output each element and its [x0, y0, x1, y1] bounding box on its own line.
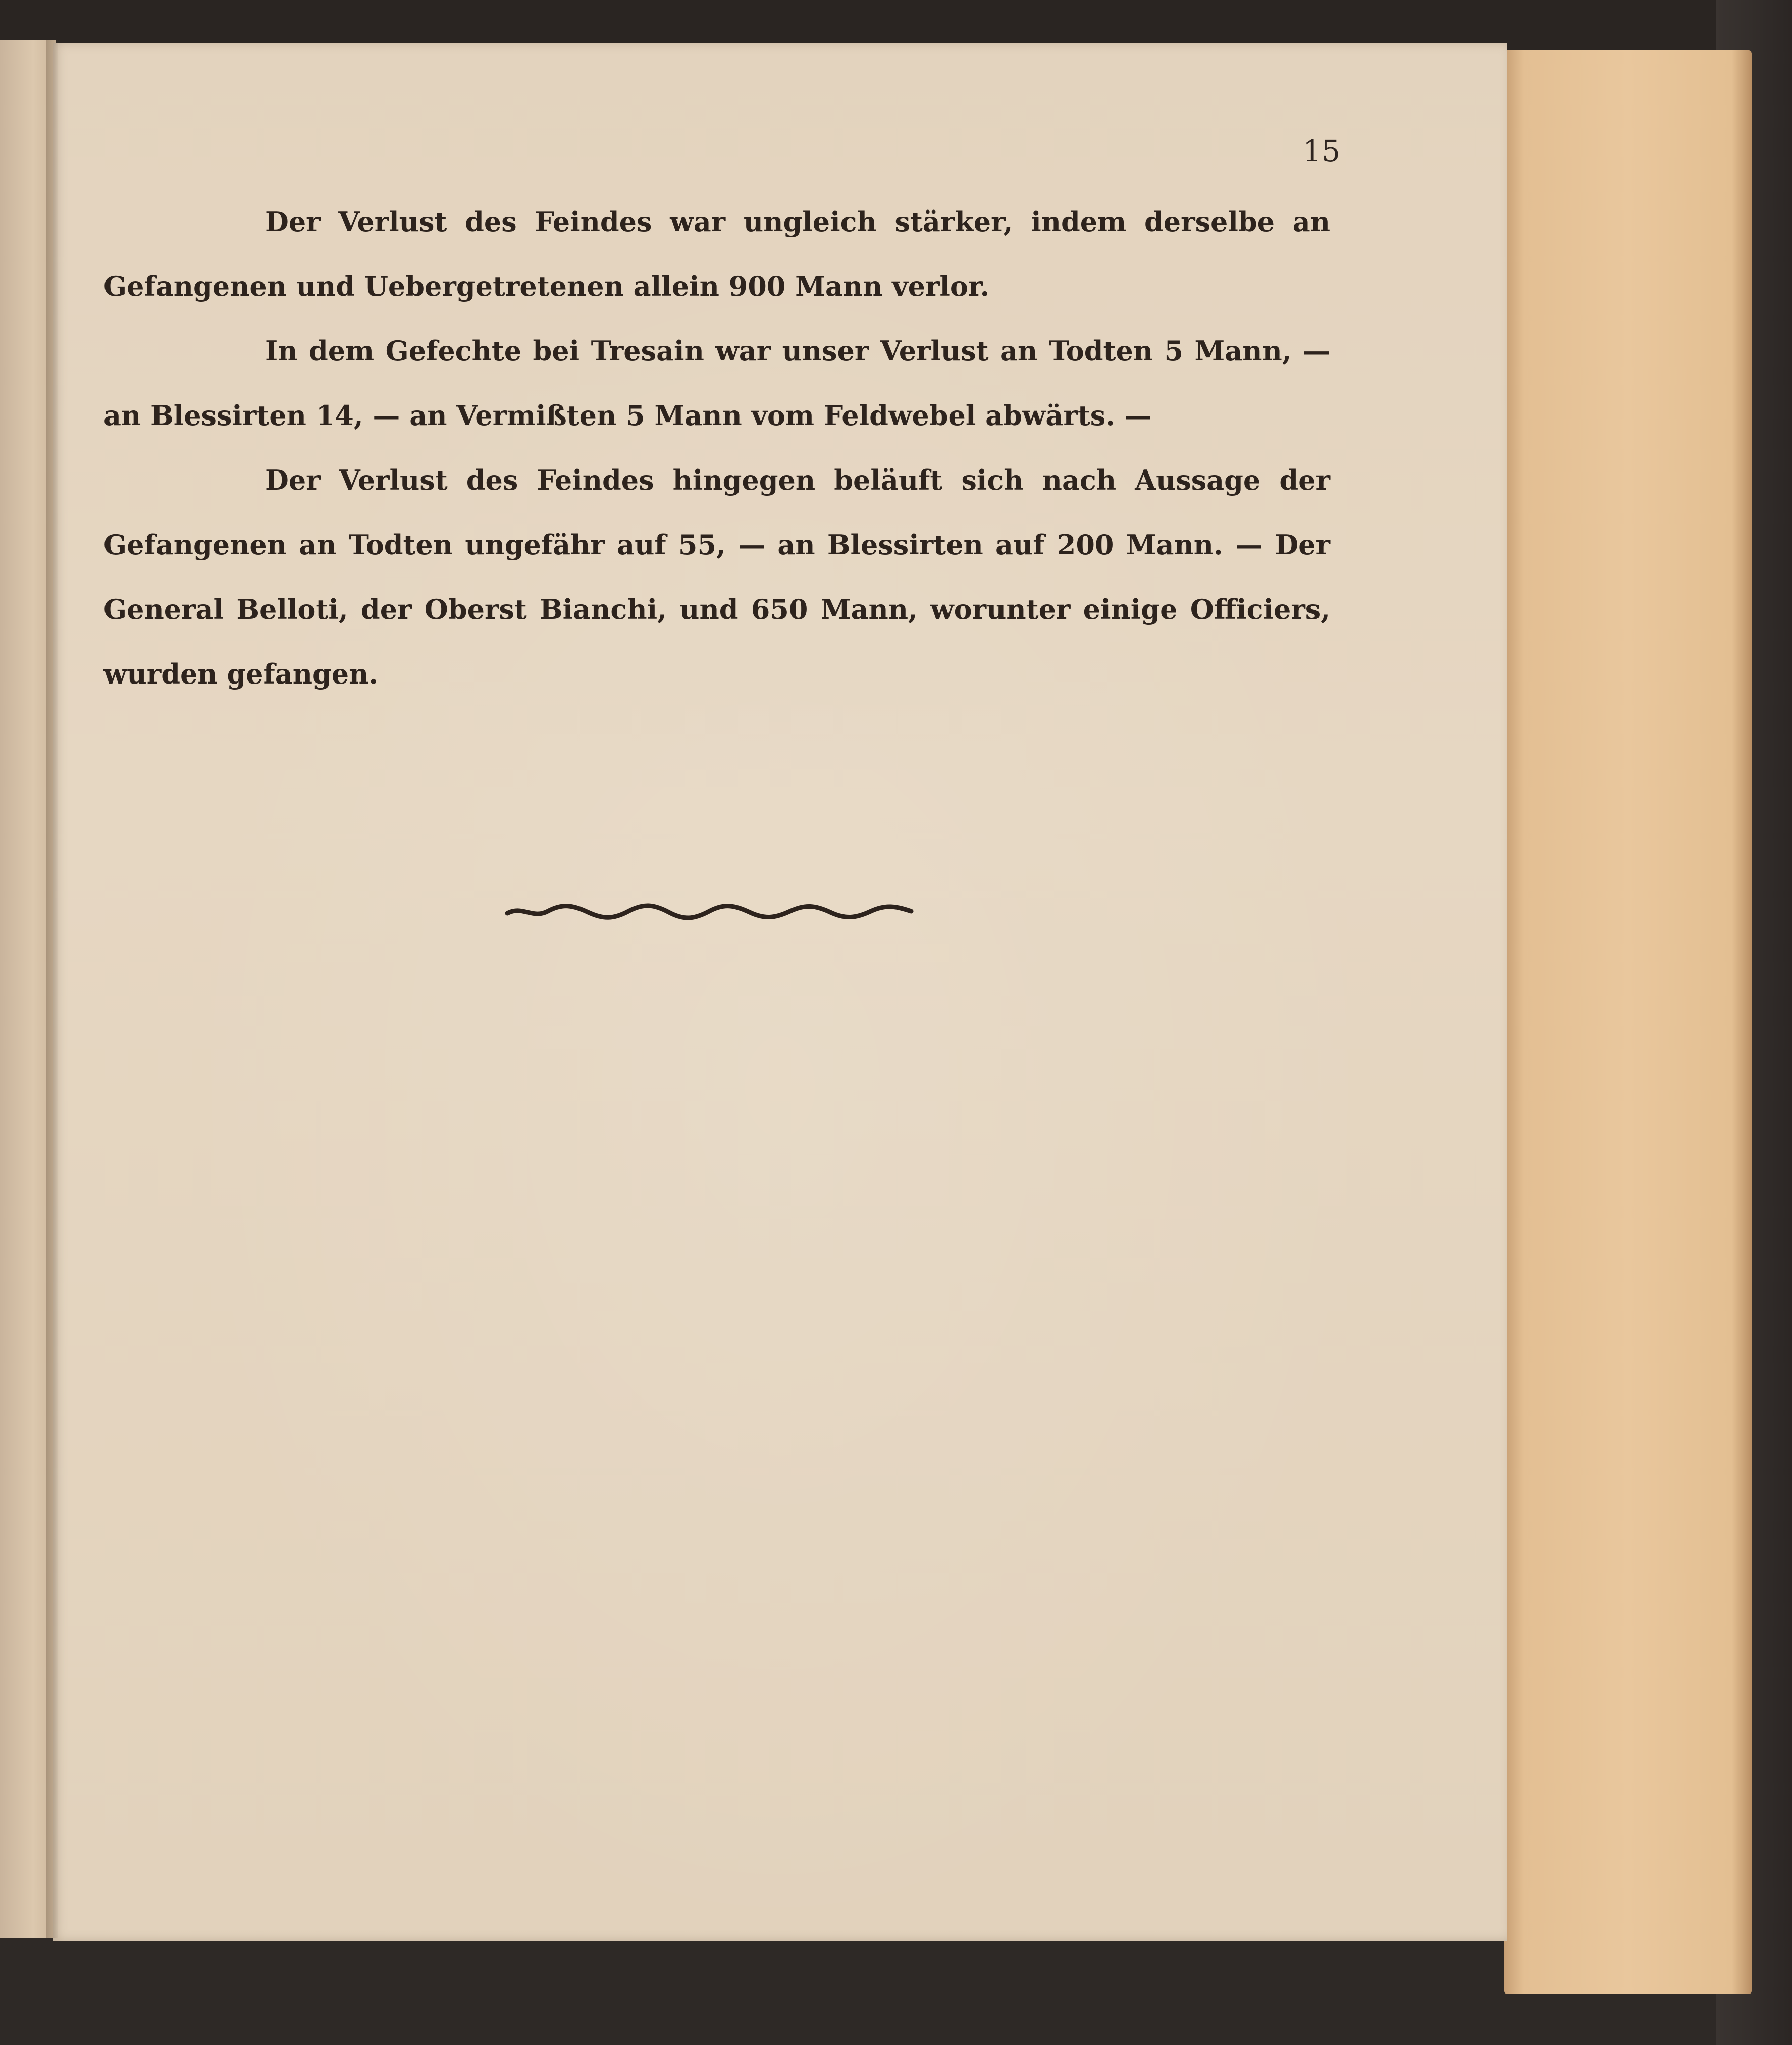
body-text	[103, 189, 1330, 706]
paragraph-2: In dem Gefechte bei Tresain war unser Verlust an Todten 5 Mann, — an Blessirten 14, — an Vermißten 5 Mann vom Feldwebel abwärts. —	[103, 335, 1330, 432]
ornamental-divider	[497, 896, 952, 926]
back-cover-board	[1504, 50, 1752, 1994]
paragraph-1: Der Verlust des Feindes war ungleich stärker, indem derselbe an Gefangenen und Uebergetretenen allein 900 Mann verlor.	[103, 205, 1330, 302]
book-page	[53, 43, 1507, 1941]
paragraph-3: Der Verlust des Feindes hingegen beläuft sich nach Aussage der Gefangenen an Todten ungefähr auf 55, — an Blessirten auf 200 Mann. — Der General Belloti, der Oberst Bianchi, und 650 Mann, worunter einige Officiers, wurden gefangen.	[103, 464, 1330, 690]
page-gutter-shadow	[46, 40, 58, 1938]
page-number: 15	[1303, 134, 1340, 168]
